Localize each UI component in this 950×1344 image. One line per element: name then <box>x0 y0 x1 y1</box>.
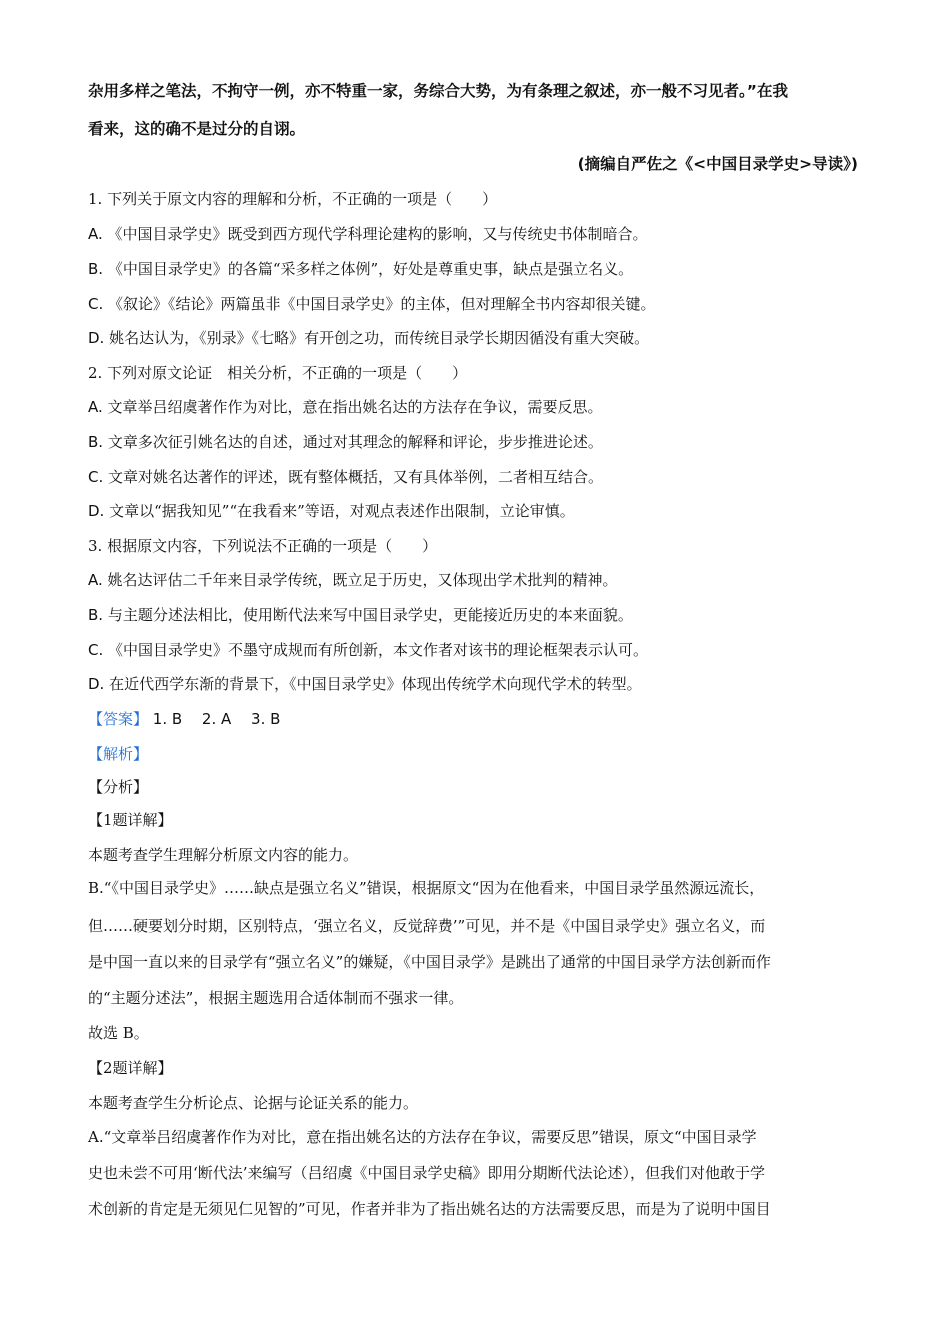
option-line <box>88 259 633 279</box>
text-line: A.“文章举吕绍虞著作作为对比，意在指出姚名达的方法存在争议，需要反思”错误，原文“中国目录学 <box>88 1128 757 1146</box>
text-line: 【2题详解】 <box>88 1059 173 1077</box>
option-letter: B. <box>88 260 104 278</box>
option-line <box>88 674 642 694</box>
text-line: 3. 根据原文内容，下列说法不正确的一项是（ ） <box>88 537 438 555</box>
option-line <box>88 224 648 244</box>
option-text: 文章以“据我知见”“在我看来”等语，对观点表述作出限制，立论审慎。 <box>109 502 575 520</box>
option-line <box>88 328 649 348</box>
text-line: 1. 下列关于原文内容的理解和分析，不正确的一项是（ ） <box>88 190 498 208</box>
passage-line: 看来，这的确不是过分的自诩。 <box>88 120 306 138</box>
option-line <box>88 294 656 314</box>
option-line <box>88 605 633 625</box>
text-line: 本题考查学生分析论点、论据与论证关系的能力。 <box>88 1094 419 1112</box>
option-letter: B. <box>88 433 104 451</box>
option-letter: B. <box>88 606 104 624</box>
text-line: 2. 下列对原文论证 相关分析，不正确的一项是（ ） <box>88 364 468 382</box>
option-letter: D. <box>88 329 105 347</box>
option-line <box>88 501 575 521</box>
text-line: 【解析】 <box>88 745 149 763</box>
option-text: 文章多次征引姚名达的自述，通过对其理念的解释和评论，步步推进论述。 <box>107 433 603 451</box>
option-letter: D. <box>88 675 105 693</box>
text-line: 术创新的肯定是无须见仁见智的”可见，作者并非为了指出姚名达的方法需要反思，而是为了说明中国目 <box>88 1200 771 1218</box>
option-letter: D. <box>88 502 105 520</box>
text-line: 【1题详解】 <box>88 811 173 829</box>
text-line: 的“主题分述法”，根据主题选用合适体制而不强求一律。 <box>88 989 464 1007</box>
option-text: 《叙论》《结论》两篇虽非《中国目录学史》的主体，但对理解全书内容却很关键。 <box>108 295 656 313</box>
option-line <box>88 397 603 417</box>
text-line: 【分析】 <box>88 778 149 796</box>
option-text: 与主题分述法相比，使用断代法来写中国目录学史，更能接近历史的本来面貌。 <box>107 606 633 624</box>
answer-label: 【答案】 <box>88 710 149 728</box>
option-letter: A. <box>88 398 103 416</box>
option-line <box>88 432 603 452</box>
text-line: 史也未尝不可用‘断代法’来编写（吕绍虞《中国目录学史稿》即用分期断代法论述），但我们对他敢于学 <box>88 1164 766 1182</box>
text-line: 但……硬要划分时期，区别特点，‘强立名义，反觉辞费’”可见，并不是《中国目录学史》强立名义，而 <box>88 917 766 935</box>
option-letter: C. <box>88 468 104 486</box>
option-letter: A. <box>88 225 103 243</box>
option-text: 《中国目录学史》的各篇“采多样之体例”，好处是尊重史事，缺点是强立名义。 <box>107 260 634 278</box>
option-text: 《中国目录学史》既受到西方现代学科理论建构的影响，又与传统史书体制暗合。 <box>107 225 648 243</box>
option-text: 文章举吕绍虞著作作为对比，意在指出姚名达的方法存在争议，需要反思。 <box>107 398 603 416</box>
option-text: 姚名达认为，《别录》《七略》有开创之功，而传统目录学长期因循没有重大突破。 <box>109 329 650 347</box>
text-line: 故选 B。 <box>88 1024 149 1042</box>
option-text: 在近代西学东渐的背景下，《中国目录学史》体现出传统学术向现代学术的转型。 <box>109 675 642 693</box>
option-line <box>88 570 618 590</box>
option-line <box>88 640 648 660</box>
option-text: 文章对姚名达著作的评述，既有整体概括，又有具体举例，二者相互结合。 <box>108 468 604 486</box>
answer-line <box>88 709 280 729</box>
text-line: 本题考查学生理解分析原文内容的能力。 <box>88 846 359 864</box>
text-line: B.“《中国目录学史》……缺点是强立名义”错误，根据原文“因为在他看来，中国目录学虽然源远流长， <box>88 879 765 897</box>
option-letter: C. <box>88 295 104 313</box>
option-letter: C. <box>88 641 104 659</box>
option-line <box>88 467 603 487</box>
answer-text: 1. B 2. A 3. B <box>152 710 281 728</box>
passage-line: (摘编自严佐之《<中国目录学史>导读》) <box>577 155 858 173</box>
text-line: 是中国一直以来的目录学有“强立名义”的嫌疑，《中国目录学》是跳出了通常的中国目录学方法创新而作 <box>88 953 771 971</box>
option-text: 姚名达评估二千年来目录学传统，既立足于历史，又体现出学术批判的精神。 <box>107 571 618 589</box>
passage-line: 杂用多样之笔法，不拘守一例，亦不特重一家，务综合大势，为有条理之叙述，亦一般不习见者。”在我 <box>88 82 788 100</box>
option-text: 《中国目录学史》不墨守成规而有所创新，本文作者对该书的理论框架表示认可。 <box>108 641 649 659</box>
option-letter: A. <box>88 571 103 589</box>
